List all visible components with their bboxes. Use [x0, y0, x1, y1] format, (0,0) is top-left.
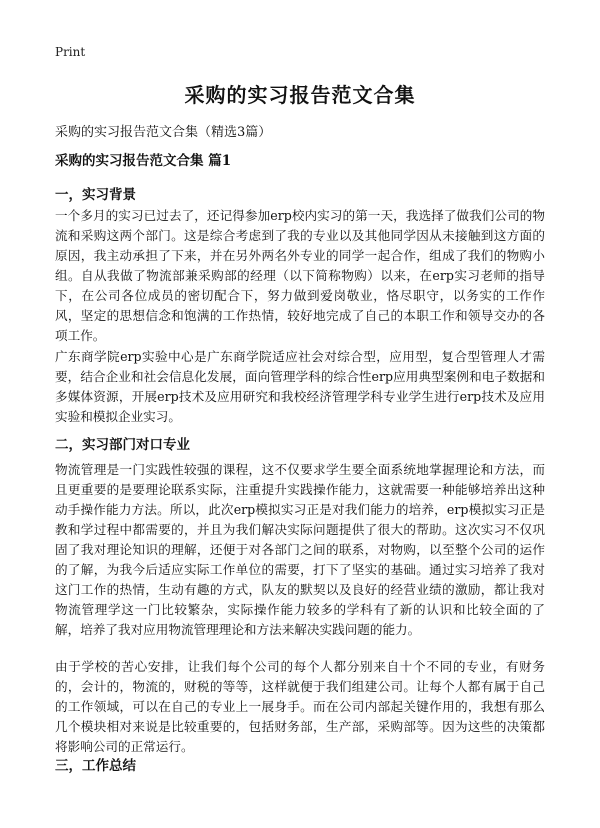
- section-heading-department: 二，实习部门对口专业: [55, 437, 190, 453]
- section-heading-background: 一，实习背景: [55, 187, 136, 203]
- print-link[interactable]: Print: [55, 45, 86, 59]
- section-heading-summary: 三，工作总结: [55, 758, 136, 774]
- paragraph: 广东商学院erp实验中心是广东商学院适应社会对综合型，应用型，复合型管理人才需要，结合企业和社会信息化发展，面向管理学科的综合性erp应用典型案例和电子数据和多媒体资源，开展erp技术及应用研究和我校经济管理学科专业学生进行erp技术及应用实验和模拟企业实习。: [55, 349, 545, 424]
- paragraph: 物流管理是一门实践性较强的课程，这不仅要求学生要全面系统地掌握理论和方法，而且更重要的是要理论联系实际，注重提升实践操作能力，这就需要一种能够培养出这种动手操作能力方法。所以，此次erp模拟实习正是对我们能力的培养，erp模拟实习正是教和学过程中都需要的，并且为我们解决实际问题提供了很大的帮助。这次实习不仅巩固了我对理论知识的理解，还便于对各部门之间的联系，对物购，以至整个公司的运作的了解，为我今后适应实际工作单位的需要，打下了坚实的基础。通过实习培养了我对这门工作的热情，生动有趣的方式，队友的默契以及良好的经营业绩的激励，都让我对物流管理学这一门比较繁杂，实际操作能力较多的学科有了新的认识和比较全面的了解，培养了我对应用物流管理理论和方法来解决实践问题的能力。: [55, 462, 545, 637]
- document-subtitle: 采购的实习报告范文合集（精选3篇）: [55, 125, 272, 140]
- article-heading: 采购的实习报告范文合集 篇1: [55, 153, 232, 169]
- paragraph: 一个多月的实习已过去了，还记得参加erp校内实习的第一天，我选择了做我们公司的物流和采购这两个部门。这是综合考虑到了我的专业以及其他同学因从未接触到这方面的原因，我主动承担了下来，并在另外两名外专业的同学一起合作，组成了我们的物购小组。自从我做了物流部兼采购部的经理（以下简称物购）以来，在erp实习老师的指导下，在公司各位成员的密切配合下，努力做到爱岗敬业，恪尽职守，以务实的工作作风，坚定的思想信念和饱满的工作热情，较好地完成了自己的本职工作和领导交办的各项工作。: [55, 208, 545, 343]
- document-title: 采购的实习报告范文合集: [184, 83, 416, 107]
- paragraph: 由于学校的苦心安排，让我们每个公司的每个人都分别来自十个不同的专业，有财务的，会计的，物流的，财税的等等，这样就便于我们组建公司。让每个人都有属于自己的工作领域，可以在自己的专业上一展身手。而在公司内部起关键作用的，我想有那么几个模块相对来说是比较重要的，包括财务部，生产部，采购部等。因为这些的决策都将影响公司的正常运行。: [55, 659, 545, 754]
